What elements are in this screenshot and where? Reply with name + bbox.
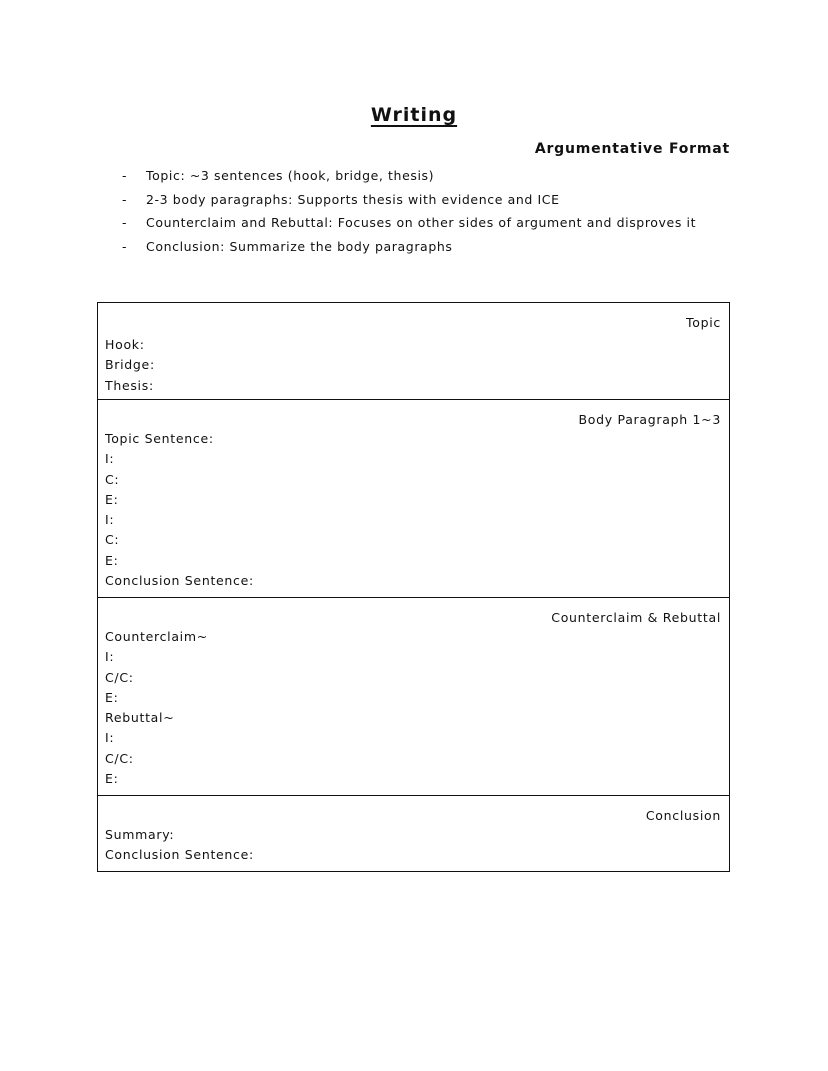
bullet-dash: -: [122, 215, 128, 230]
ice-line: E:: [105, 491, 119, 507]
body-paragraph-section-lines: [105, 430, 254, 592]
ice-line: I:: [105, 649, 115, 665]
topic-sentence-line: Topic Sentence:: [105, 431, 214, 446]
ice-line: C:: [105, 471, 120, 487]
bullet-dash: -: [122, 191, 128, 207]
thesis-line: Thesis:: [105, 377, 154, 393]
page-title: [0, 104, 828, 126]
rebuttal-line: Rebuttal~: [105, 710, 175, 726]
conclusion-sentence-line: Conclusion Sentence:: [105, 573, 254, 589]
ice-line: E:: [105, 552, 119, 568]
ice-line: C/C:: [105, 669, 134, 685]
ice-line: I:: [105, 512, 115, 528]
topic-section-lines: [105, 336, 155, 397]
bullet-text: Conclusion: Summarize the body paragraphs: [146, 238, 453, 254]
conclusion-sentence-line: Conclusion Sentence:: [105, 847, 254, 863]
page-subtitle: Argumentative Format: [534, 141, 730, 157]
bullet-item: [122, 237, 696, 261]
bridge-line: Bridge:: [105, 357, 155, 373]
ice-line: C:: [105, 532, 120, 548]
bullet-dash: -: [122, 168, 128, 183]
conclusion-section: [98, 796, 729, 871]
conclusion-section-title: Conclusion: [645, 808, 721, 823]
essay-outline-table: [97, 302, 730, 872]
bullet-text: Counterclaim and Rebuttal: Focuses on other sides of argument and disproves it: [146, 215, 697, 230]
counterclaim-rebuttal-section: [98, 598, 729, 796]
summary-line: Summary:: [105, 827, 175, 842]
ice-line: C/C:: [105, 750, 134, 766]
format-bullet-list: [122, 166, 696, 260]
body-paragraph-section-title: Body Paragraph 1~3: [578, 412, 721, 427]
topic-section: [98, 303, 729, 400]
ice-line: E:: [105, 689, 119, 705]
bullet-dash: -: [122, 238, 128, 254]
conclusion-section-lines: [105, 826, 254, 867]
ice-line: I:: [105, 451, 115, 467]
counterclaim-rebuttal-section-title: Counterclaim & Rebuttal: [551, 610, 721, 625]
page-title-text: Writing: [370, 104, 458, 126]
counterclaim-rebuttal-section-lines: [105, 628, 208, 790]
bullet-item: [122, 166, 696, 190]
bullet-text: Topic: ~3 sentences (hook, bridge, thesis): [146, 168, 435, 183]
counterclaim-line: Counterclaim~: [105, 629, 208, 644]
hook-line: Hook:: [105, 337, 145, 352]
body-paragraph-section: [98, 400, 729, 598]
bullet-text: 2-3 body paragraphs: Supports thesis with evidence and ICE: [146, 191, 560, 207]
topic-section-title: Topic: [686, 315, 721, 330]
ice-line: I:: [105, 730, 115, 746]
ice-line: E:: [105, 771, 119, 787]
bullet-item: [122, 213, 696, 237]
bullet-item: [122, 190, 696, 214]
